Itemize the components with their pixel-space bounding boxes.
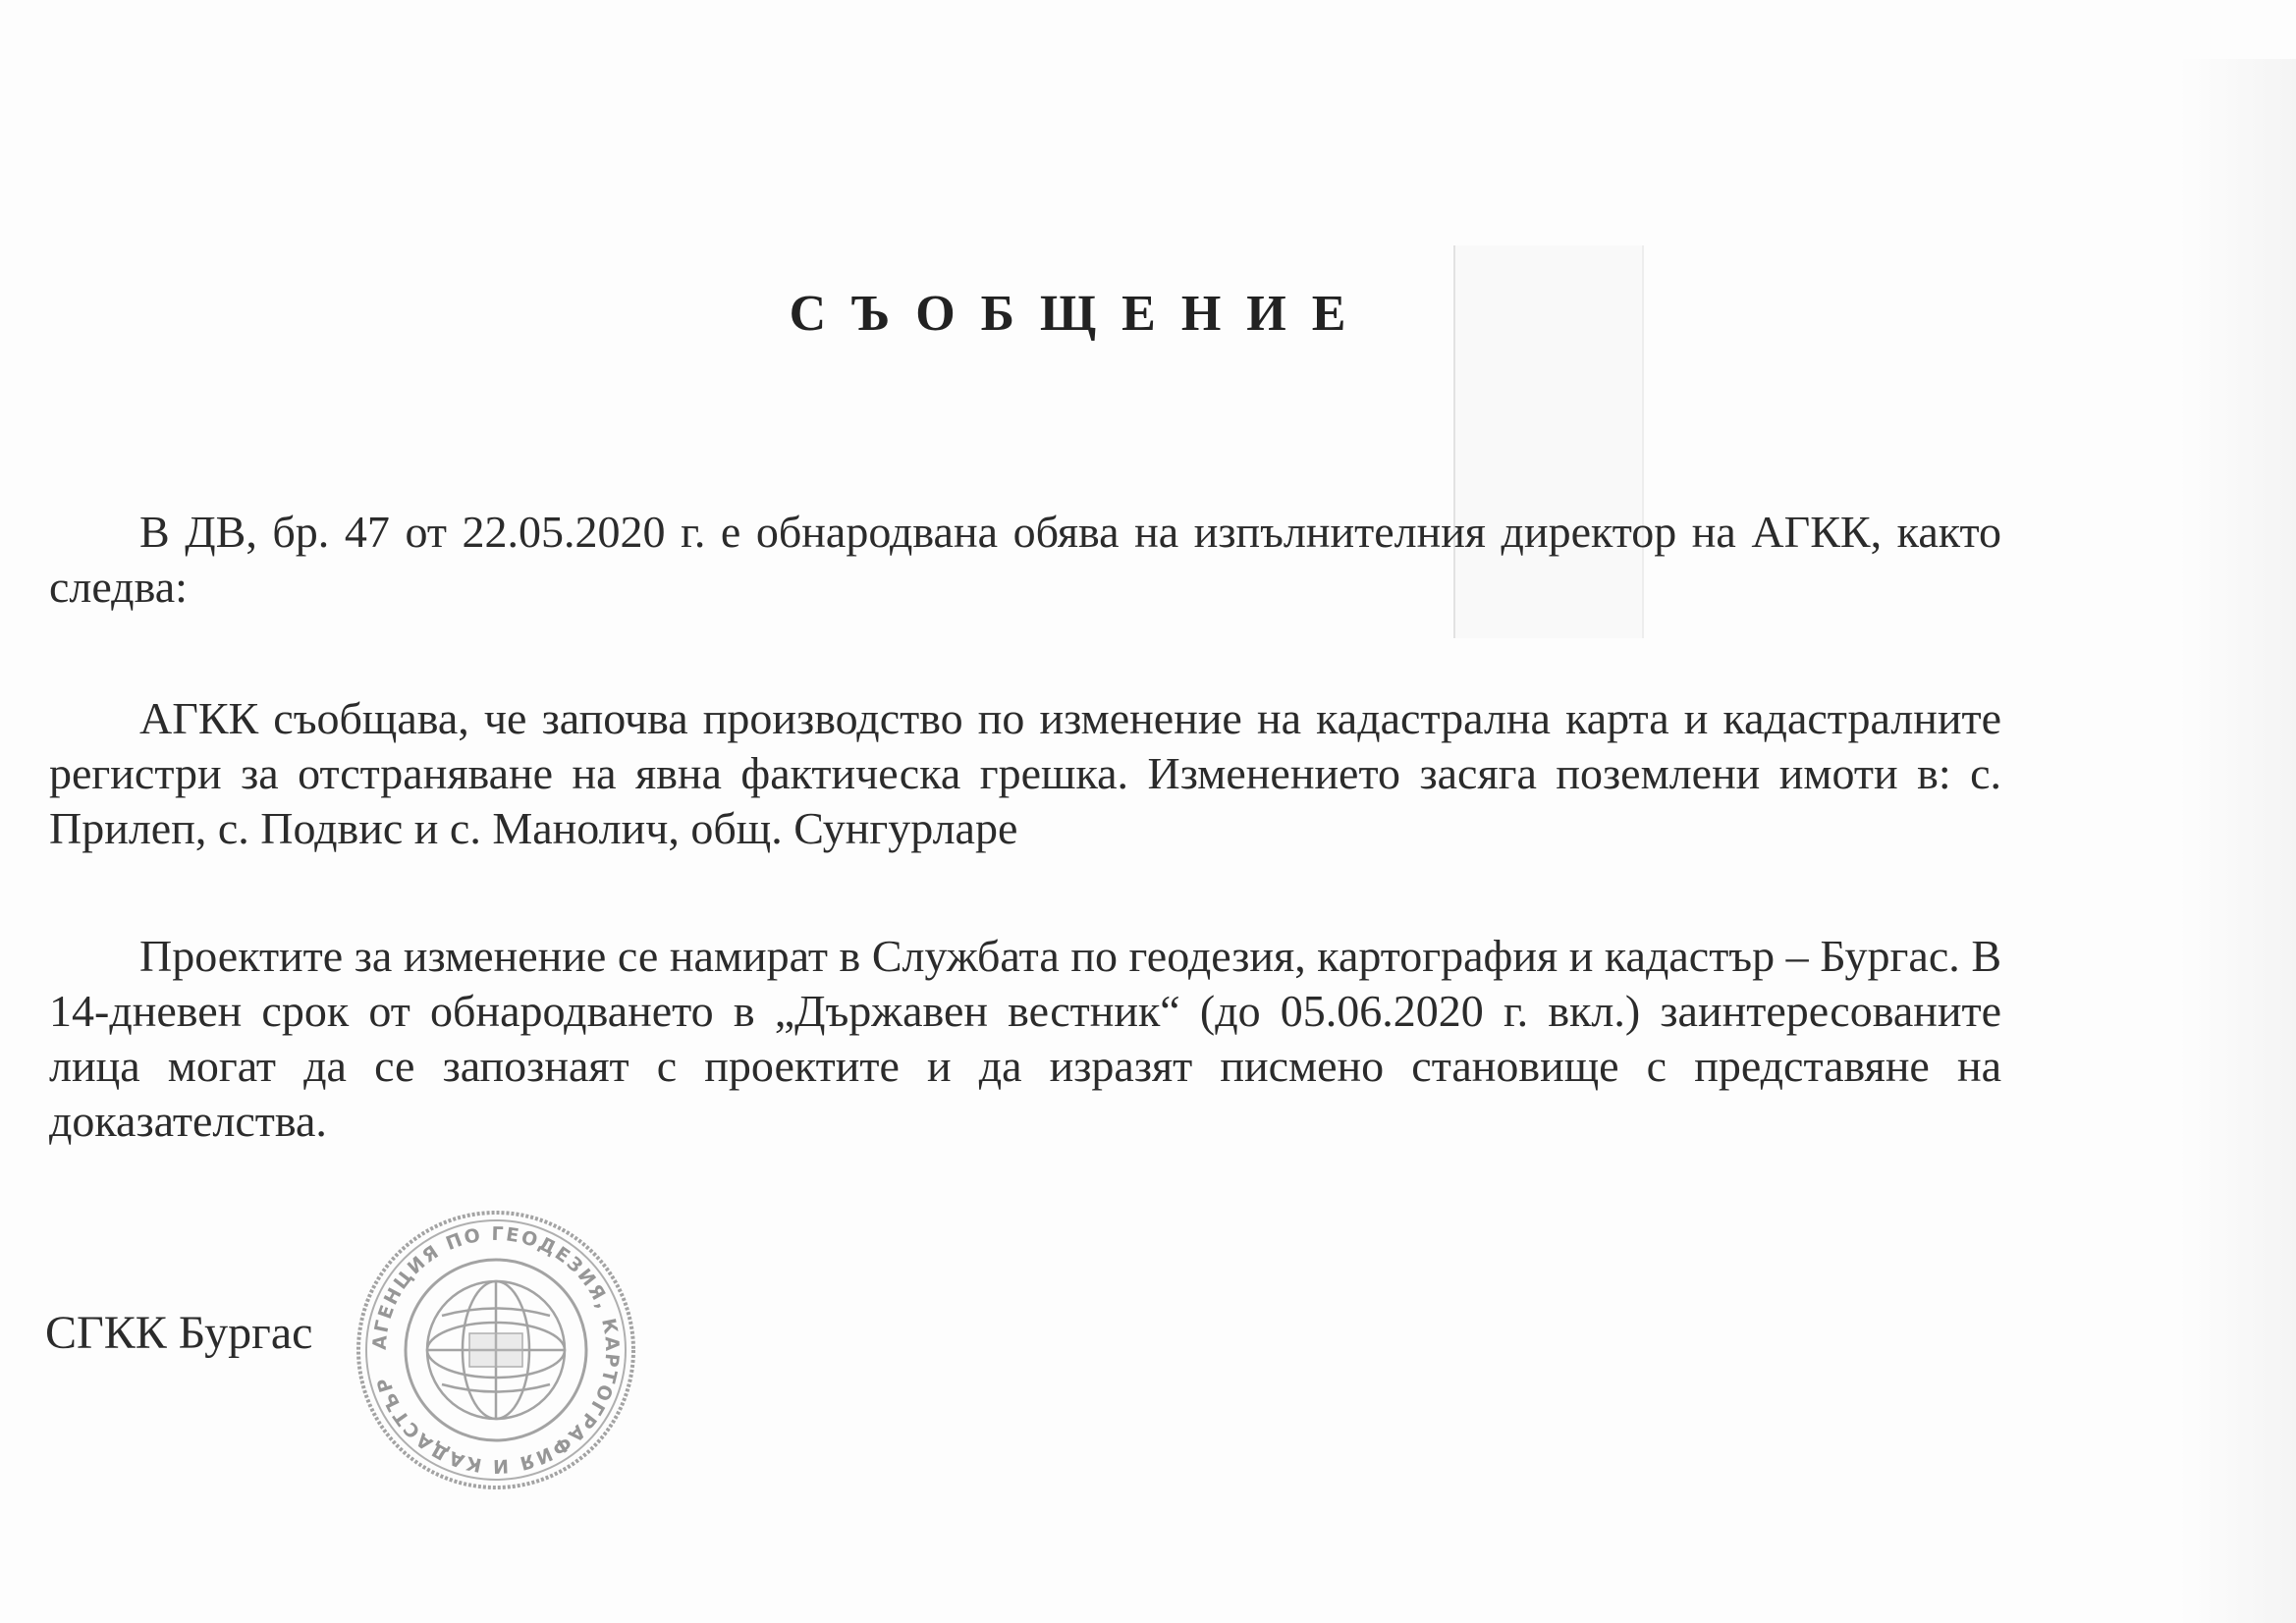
notice-title: СЪОБЩЕНИЕ (789, 286, 1372, 342)
scan-edge-shadow (2178, 59, 2296, 1623)
title-container (589, 285, 1571, 343)
paragraph-projects: Проектите за изменение се намират в Службата по геодезия, картография и кадастър – Бургас. В 14-дневен срок от обнародването в „Държавен вестник“ (до 05.06.2020 г. вкл.) заинтересованите лица могат да се запознаят с проектите и да изразят писмено становище с представяне на доказателства. (49, 931, 2001, 1146)
official-seal (354, 1208, 638, 1492)
signature-office: СГКК Бургас (45, 1307, 313, 1359)
seal-emblem-icon (469, 1333, 522, 1367)
paragraph-publication: В ДВ, бр. 47 от 22.05.2020 г. е обнародвана обява на изпълнителния директор на АГКК, както следва: (49, 507, 2001, 612)
seal-ring-text: АГЕНЦИЯ ПО ГЕОДЕЗИЯ, КАРТОГРАФИЯ И КАДАСТЪР (368, 1222, 624, 1478)
paragraph-procedure: АГКК съобщава, че започва производство по изменение на кадастрална карта и кадастралните регистри за отстраняване на явна фактическа грешка. Изменението засяга поземлени имоти в: с. Прилеп, с. Подвис и с. Манолич, общ. Сунгурларе (49, 693, 2001, 853)
